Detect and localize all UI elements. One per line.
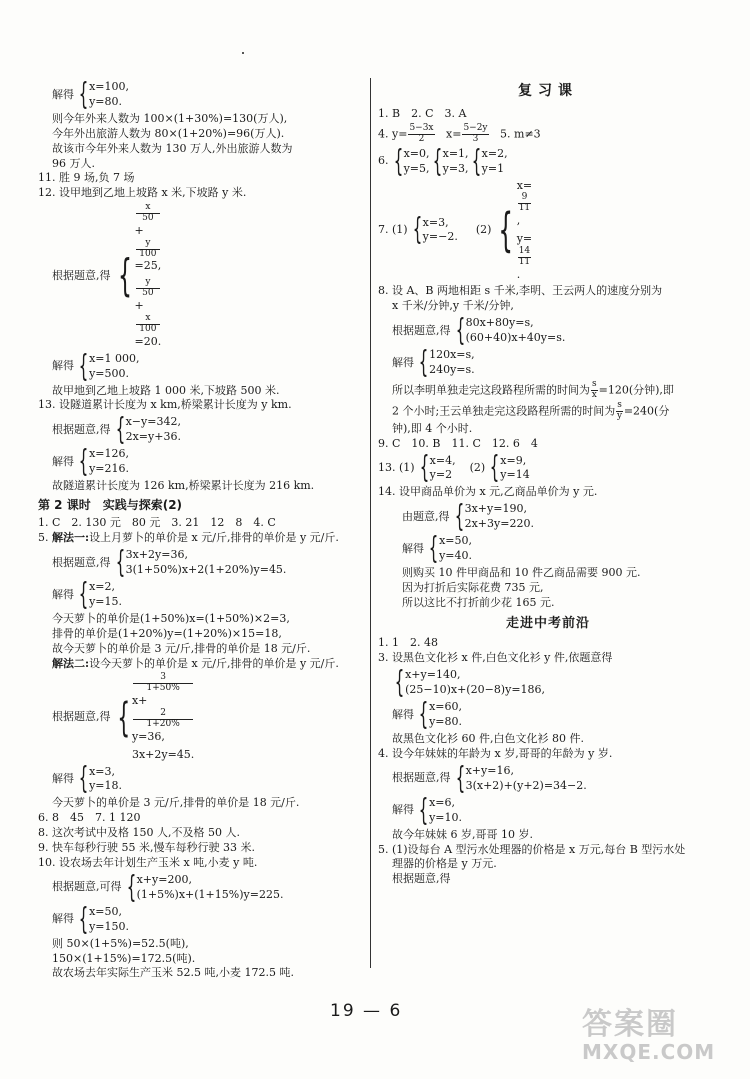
system-label: 解得: [52, 587, 74, 601]
equation-system: [38, 444, 363, 480]
equation-system: [38, 77, 363, 112]
equation-system: [378, 665, 718, 700]
system-label: 由题意,得: [402, 509, 450, 523]
system-label: 解得: [392, 803, 414, 817]
brace-icon: {: [78, 576, 89, 612]
fraction: $\frac{s}{y}$: [616, 399, 623, 421]
fraction: x 100: [136, 314, 161, 335]
text-line: 96 万人.: [52, 156, 95, 170]
system-label: 根据题意,得: [52, 555, 111, 569]
equation-system: [38, 412, 363, 448]
system-label: 根据题意,得: [52, 422, 111, 436]
equation-system: [38, 673, 363, 762]
answer-line: 6. 8 45 7. 1 120: [38, 811, 141, 825]
answer-line: 9. 快车每秒行驶 55 米,慢车每秒行驶 33 米.: [38, 840, 255, 854]
system-row: x=60,: [429, 700, 463, 714]
text-line: 排骨的单价是(1+20%)y=(1+20%)×15=18,: [52, 626, 282, 640]
system-label: 解得: [52, 912, 74, 926]
system-row: 3 1+50% x+ 2 1+20% y=36,: [132, 673, 194, 744]
system-row: x=3,: [89, 764, 116, 778]
text-line: 理器的价格是 y 万元.: [392, 857, 497, 871]
text-span: 设今天萝卜的单价是 x 元/斤,排骨的单价是 y 元/斤.: [89, 656, 339, 670]
section-heading: 复习课: [518, 83, 578, 99]
text-line: 故黑色文化衫 60 件,白色文化衫 80 件.: [392, 732, 584, 745]
fraction: y 50: [136, 278, 161, 299]
brace-icon: {: [455, 313, 465, 349]
system-row: y=80.: [89, 95, 123, 108]
system-row: y=18.: [89, 779, 123, 793]
system-row: x=126,: [89, 447, 130, 461]
system-row: x=6,: [429, 795, 456, 809]
text-line: 则今年外来人数为 100×(1+30%)=130(万人),: [52, 112, 288, 125]
answer-line: 3. 设黑色文化衫 x 件,白色文化衫 y 件,依题意得: [378, 651, 613, 665]
system-row: x+y=16,: [465, 763, 514, 777]
system-row: 3x+2y=36,: [125, 548, 188, 562]
text-line: 故农场去年实际生产玉米 52.5 吨,小麦 172.5 吨.: [52, 966, 294, 980]
lesson-heading: 第 2 课时 实践与探索(2): [38, 498, 183, 513]
system-row: 2x+3y=220.: [464, 517, 534, 531]
watermark-text: 答案圈: [582, 1007, 678, 1042]
left-column: [38, 78, 363, 981]
system-label: 根据题意,可得: [52, 880, 122, 894]
brace-icon: {: [412, 212, 422, 248]
system-row: y=80.: [429, 715, 463, 728]
fraction: $\frac{5-3x}{2}$: [409, 122, 434, 144]
equation-system: [378, 760, 718, 796]
system-row: y 50 + x 100 =20.: [134, 277, 162, 348]
text-span: 设上月萝卜的单价是 x 元/斤,排骨的单价是 y 元/斤.: [89, 531, 339, 545]
fraction: 9 11: [518, 192, 531, 214]
text-line: 所以这比不打折前少花 165 元.: [402, 595, 555, 609]
answer-line: 12. 设甲地到乙地上坡路 x 米,下坡路 y 米.: [38, 186, 247, 200]
watermark-url: MXQE.COM: [582, 1040, 716, 1064]
system-label: 根据题意,得: [52, 710, 111, 724]
brace-icon: {: [428, 531, 439, 567]
fraction: $\frac{s}{x}$: [591, 379, 597, 401]
system-label: 解得: [52, 772, 74, 786]
text-line: 2 个小时;王云单独走完这段路程所需的时间为 $\frac{s}{y}$ =240(分: [392, 399, 670, 421]
text-line: 故今天萝卜的单价是 3 元/斤,排骨的单价是 18 元/斤.: [52, 641, 311, 655]
answer-line: 8. 这次考试中及格 150 人,不及格 50 人.: [38, 826, 240, 840]
text-line: 因为打折后实际花费 735 元,: [402, 581, 544, 595]
equation-system: [378, 531, 718, 567]
brace-icon: {: [126, 869, 136, 905]
brace-icon: {: [455, 760, 465, 796]
answer-line: 1. C 2. 130 元 80 元 3. 21 12 8 4. C: [38, 516, 276, 530]
fraction: 14 11: [518, 245, 531, 267]
equation-system: [378, 792, 718, 828]
system-row: x=50,: [89, 904, 123, 918]
system-row: (1+5%)x+(1+15%)y=225.: [136, 887, 284, 901]
text-line: 150×(1+15%)=172.5(吨).: [52, 951, 196, 965]
system-row: 3x+2y=45.: [131, 747, 195, 761]
equation-system: [38, 576, 363, 612]
answer-line: 8. 设 A、B 两地相距 s 千米,李明、王云两人的速度分别为: [378, 284, 663, 298]
system-row: y=216.: [89, 462, 130, 476]
system-label: 解得: [52, 454, 74, 468]
answer-line: 14. 设甲商品单价为 x 元,乙商品单价为 y 元.: [378, 485, 598, 499]
system-row: (25−10)x+(20−8)y=186,: [405, 683, 546, 696]
equation-system: [38, 203, 363, 350]
system-row: (60+40)x+40y=s.: [465, 331, 566, 345]
brace-icon: {: [489, 450, 500, 486]
text-line: [38, 657, 363, 672]
equation-system: [378, 499, 718, 535]
system-row: x 50 + y 100 =25,: [134, 202, 162, 273]
equation-system: [378, 345, 718, 381]
text-line: 今天萝卜的单价是 3 元/斤,排骨的单价是 18 元/斤.: [52, 796, 300, 810]
scan-dot: [242, 52, 244, 54]
brace-icon: {: [115, 412, 125, 448]
system-row: y=15.: [89, 594, 123, 608]
system-row: x=100,: [89, 80, 130, 94]
text-line: 根据题意,得: [392, 872, 451, 886]
equation-system: [38, 544, 363, 580]
brace-icon: {: [498, 203, 514, 258]
text-line: 故今年妹妹 6 岁,哥哥 10 岁.: [392, 827, 533, 841]
system-label: 解得: [52, 87, 74, 101]
watermark-logo: [582, 1007, 742, 1072]
brace-icon: {: [78, 444, 89, 480]
answer-line: 9. C 10. B 11. C 12. 6 4: [378, 436, 538, 450]
section-heading: 走进中考前沿: [505, 615, 590, 631]
system-row: y=10.: [429, 810, 463, 824]
text-line: 今年外出旅游人数为 80×(1+20%)=96(万人).: [52, 126, 285, 140]
system-row: 3x+y=190,: [464, 502, 527, 516]
system-row: 120x=s,: [429, 348, 475, 362]
brace-icon: {: [394, 665, 405, 700]
system-row: x−y=342,: [125, 415, 181, 429]
fraction: 3 1+50%: [133, 673, 193, 694]
answer-line: 1. B 2. C 3. A: [378, 106, 467, 120]
answer-line: 4. y= $\frac{5-3x}{2}$ x= $\frac{5-2y}{3}$ 5. m≠3: [378, 122, 541, 144]
system-label: 解得: [392, 707, 414, 721]
brace-icon: {: [454, 499, 464, 535]
system-row: x+y=200,: [136, 872, 192, 886]
system-label: 根据题意,得: [392, 771, 451, 785]
system-row: 3(1+50%)x+2(1+20%)y=45.: [125, 562, 287, 576]
system-label: 根据题意,得: [392, 323, 451, 337]
text-line: x 千米/分钟,y 千米/分钟,: [392, 299, 514, 313]
right-column: [378, 78, 718, 887]
answer-line: 13. 设隧道累计长度为 x km,桥梁累计长度为 y km.: [38, 398, 292, 412]
fraction: 2 1+20%: [133, 709, 193, 730]
answer-line: 13. (1) { x=4, y=2 (2) { x=9, y=14: [378, 450, 530, 486]
system-row: y=500.: [89, 366, 130, 380]
system-label: 解得: [402, 541, 424, 555]
brace-icon: {: [418, 345, 429, 381]
brace-icon: {: [78, 77, 89, 112]
method-label: 解法二:: [52, 656, 90, 670]
brace-icon: {: [418, 792, 429, 828]
page-number: 19 — 6: [330, 1001, 403, 1021]
system-row: x+y=140,: [405, 668, 461, 682]
answer-line: 5. (1)设每台 A 型污水处理器的价格是 x 万元,每台 B 型污水处: [378, 842, 686, 856]
brace-icon: {: [393, 143, 403, 179]
text-line: 则购买 10 件甲商品和 10 件乙商品需要 900 元.: [402, 566, 641, 580]
brace-icon: {: [78, 348, 89, 384]
text-line: 则 50×(1+5%)=52.5(吨),: [52, 936, 189, 950]
text-line: 所以李明单独走完这段路程所需的时间为 $\frac{s}{x}$ =120(分钟),即: [392, 379, 674, 401]
text-line: 故该市今年外来人数为 130 万人,外出旅游人数为: [52, 141, 293, 155]
system-row: 2x=y+36.: [125, 430, 181, 444]
fraction: y 100: [136, 239, 161, 260]
answer-line: 4. 设今年妹妹的年龄为 x 岁,哥哥的年龄为 y 岁.: [378, 746, 613, 760]
brace-icon: {: [116, 694, 130, 741]
fraction: $\frac{5-2y}{3}$: [463, 122, 488, 144]
text-line: 钟),即 4 个小时.: [392, 421, 473, 435]
answer-line: 1. 1 2. 48: [378, 636, 438, 650]
system-row: 3(x+2)+(y+2)=34−2.: [465, 778, 587, 792]
system-row: y=150.: [89, 919, 130, 933]
answer-line: 11. 胜 9 场,负 7 场: [38, 171, 135, 185]
system-row: 240y=s.: [429, 363, 475, 377]
system-row: x=50,: [439, 534, 473, 548]
text-line: 故甲地到乙地上坡路 1 000 米,下坡路 500 米.: [52, 383, 280, 397]
brace-icon: {: [432, 143, 442, 179]
equation-system: [38, 761, 363, 797]
answer-line: 5. 解法一:设上月萝卜的单价是 x 元/斤,排骨的单价是 y 元/斤.: [38, 531, 339, 545]
answer-line: 7. (1) { x=3, y=−2. (2) { x= 9 11 , y= 14 11 .: [378, 178, 533, 281]
brace-icon: {: [419, 450, 429, 486]
system-row: y=40.: [439, 549, 473, 563]
brace-icon: {: [117, 250, 132, 302]
brace-icon: {: [418, 697, 429, 732]
system-label: 解得: [52, 359, 74, 373]
system-row: x=1 000,: [89, 351, 140, 365]
answer-line: 6. { x=0, y=5, { x=1, y=3, { x=2, y=1: [378, 143, 508, 179]
equation-system: [38, 348, 363, 384]
brace-icon: {: [78, 761, 89, 797]
brace-icon: {: [471, 143, 481, 179]
brace-icon: {: [78, 901, 89, 937]
column-divider: [370, 78, 371, 968]
equation-system: [378, 313, 718, 349]
answer-line: 10. 设农场去年计划生产玉米 x 吨,小麦 y 吨.: [38, 855, 258, 869]
brace-icon: {: [115, 544, 125, 580]
system-label: 根据题意,得: [52, 268, 111, 282]
fraction: x 50: [136, 203, 161, 224]
method-label: 解法一:: [52, 531, 90, 545]
text-line: 今天萝卜的单价是(1+50%)x=(1+50%)×2=3,: [52, 611, 290, 625]
equation-system: [378, 697, 718, 732]
equation-system: [38, 901, 363, 937]
system-row: 80x+80y=s,: [465, 316, 534, 330]
text-line: 故隧道累计长度为 126 km,桥梁累计长度为 216 km.: [52, 479, 315, 493]
system-row: x=2,: [89, 580, 116, 594]
system-label: 解得: [392, 355, 414, 369]
equation-system: [38, 869, 363, 905]
